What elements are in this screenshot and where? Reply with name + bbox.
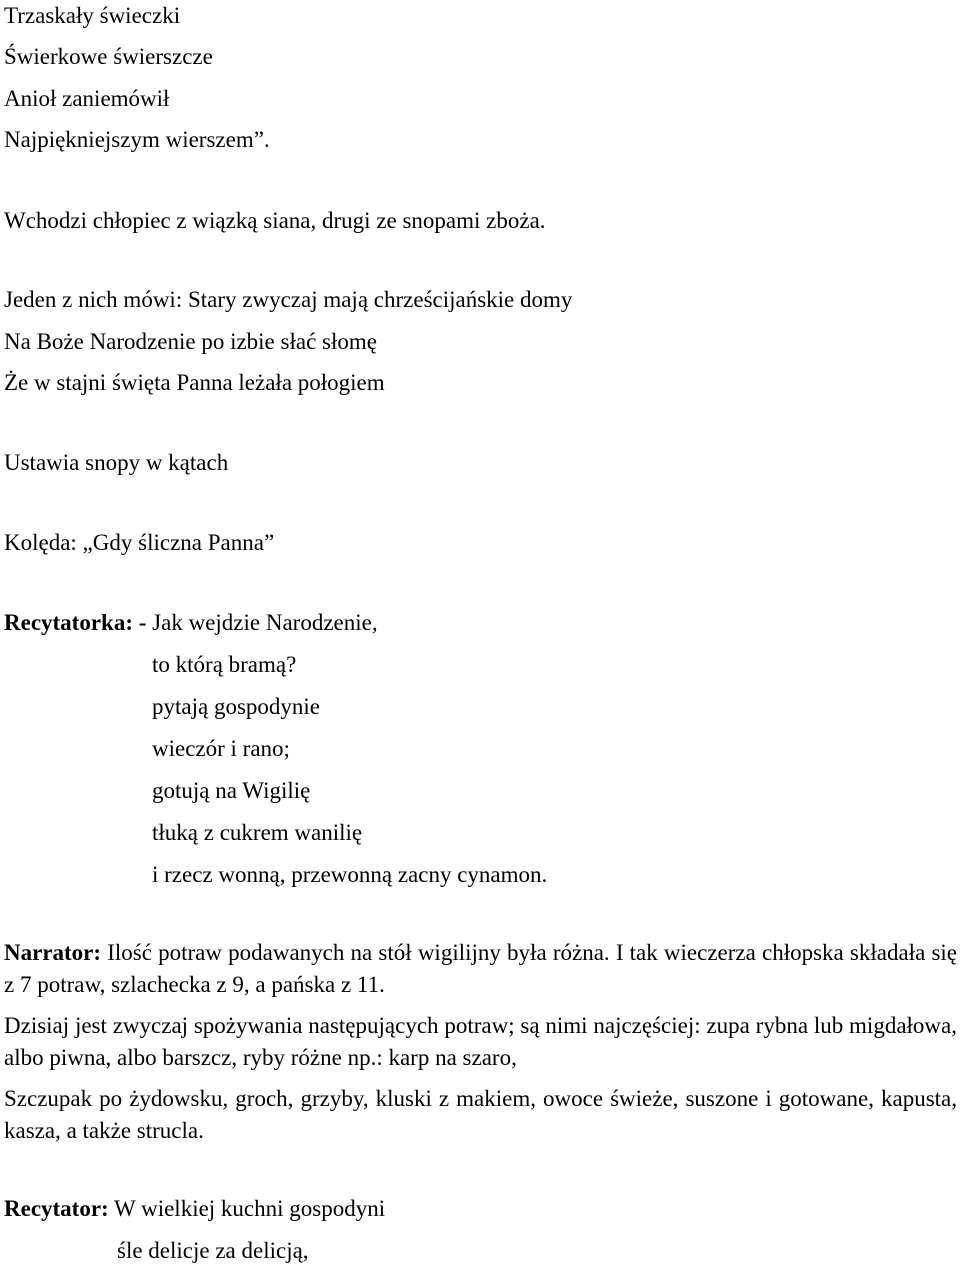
paragraph: Szczupak po żydowsku, groch, grzyby, kluski z makiem, owoce świeże, suszone i gotowane, kapusta, kasza, a także strucla. [4, 1086, 957, 1143]
dialogue-line: Jeden z nich mówi: Stary zwyczaj mają chrześcijańskie domy [4, 287, 573, 312]
dialogue-line: Że w stajni święta Panna leżała połogiem [4, 370, 385, 395]
speaker-label: Narrator: [4, 940, 102, 965]
verse-text: Jak wejdzie Narodzenie, [146, 610, 378, 635]
verse-line: gotują na Wigilię [152, 778, 311, 803]
verse-line: śle delicje za delicją, [117, 1238, 309, 1263]
poem-line: Trzaskały świeczki [4, 3, 181, 28]
recytator-first-line [4, 1197, 385, 1220]
paragraph: Dzisiaj jest zwyczaj spożywania następujących potraw; są nimi najczęściej: zupa rybna lub migdałowa, albo piwna, albo barszcz, ryby różne np.: karp na szaro, [4, 1013, 957, 1070]
recytatorka-first-line [4, 611, 378, 634]
speaker-label: Recytator: [4, 1196, 109, 1221]
stage-direction: Wchodzi chłopiec z wiązką siana, drugi ze snopami zboża. [4, 208, 546, 233]
carol-title: Kolęda: „Gdy śliczna Panna” [4, 530, 275, 555]
verse-line: pytają gospodynie [152, 694, 320, 719]
verse-line: i rzecz wonną, przewonną zacny cynamon. [152, 862, 548, 887]
paragraph-text: Ilość potraw podawanych na stół wigilijny była różna. I tak wieczerza chłopska składała się z 7 potraw, szlachecka z 9, a pańska z 11. [4, 940, 957, 997]
dialogue-line: Na Boże Narodzenie po izbie słać słomę [4, 329, 377, 354]
verse-text: W wielkiej kuchni gospodyni [108, 1196, 386, 1221]
stage-direction: Ustawia snopy w kątach [4, 450, 229, 475]
speaker-label: Recytatorka: - [4, 610, 147, 635]
verse-line: to którą bramą? [152, 652, 297, 677]
poem-line: Najpiękniejszym wierszem”. [4, 127, 270, 152]
verse-line: wieczór i rano; [152, 736, 290, 761]
poem-line: Świerkowe świerszcze [4, 44, 213, 69]
narrator-paragraph [4, 937, 957, 1001]
poem-line: Anioł zaniemówił [4, 86, 170, 111]
verse-line: tłuką z cukrem wanilię [152, 820, 363, 845]
